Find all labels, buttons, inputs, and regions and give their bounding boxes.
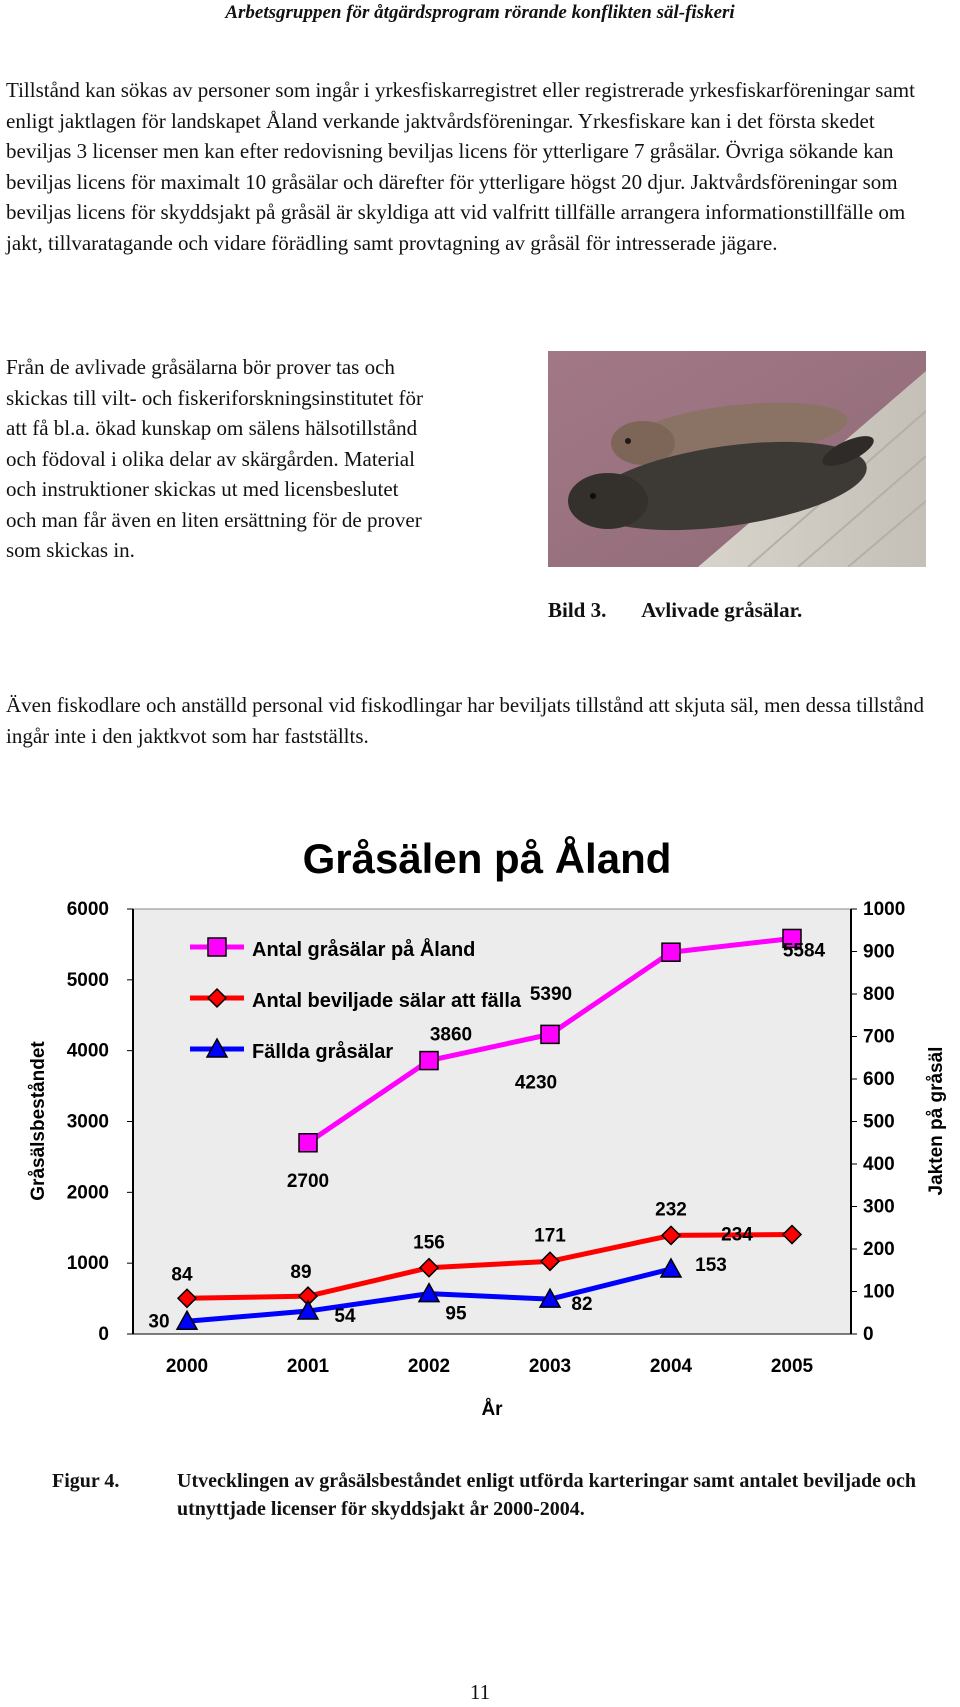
x-tick-label: 2004 [649, 1356, 693, 1377]
y-left-tick-label: 4000 [66, 1040, 109, 1062]
y-left-tick-label: 6000 [66, 899, 109, 920]
data-label: 171 [534, 1225, 566, 1247]
data-label: 4230 [514, 1072, 558, 1094]
photo-caption-text: Avlivade gråsälar. [641, 598, 803, 622]
series-1-point [662, 943, 680, 961]
paragraph-licenses: Tillstånd kan sökas av personer som ingår i yrkesfiskarregistret eller registrerade yrkesfiskarföreningar samt enligt jaktlagen för landskapet Åland verkande jaktvårdsföreningar. Yrkesfiskare kan i det första skedet beviljas 3 licenser men kan efter redovisning beviljas licens för ytterligare 7 gråsälar. Övriga sökande kan beviljas licens för maximalt 10 gråsälar och därefter för ytterligare högst 20 djur. Jaktvårdsföreningar som beviljas licens för skyddsjakt på gråsäl är skyldiga att vid valfritt tillfälle arrangera informationstillfälle om jakt, tillvaratagande och vidare förädling samt provtagning av gråsäl för intresserade jägare. [6, 78, 915, 255]
data-label: 3860 [429, 1024, 473, 1046]
photo-caption [548, 598, 802, 623]
data-label: 95 [445, 1303, 467, 1325]
data-label: 153 [695, 1254, 727, 1276]
data-label: 234 [721, 1224, 753, 1246]
y-right-tick-label: 500 [863, 1111, 895, 1133]
seal-photo [548, 351, 926, 567]
data-label: 5390 [529, 984, 573, 1006]
x-tick-label: 2000 [165, 1356, 209, 1377]
data-label: 89 [290, 1262, 312, 1284]
y-right-tick-label: 600 [863, 1069, 895, 1090]
legend-entry-f-llda-gr-s-lar: Fällda gråsälar [252, 1041, 394, 1063]
figure-label: Figur 4. [52, 1470, 120, 1492]
chart-title: Gråsälen på Åland [302, 835, 672, 882]
data-label: 156 [413, 1232, 445, 1254]
series-1-point [420, 1052, 438, 1070]
data-label: 84 [171, 1264, 193, 1286]
data-label: 82 [571, 1294, 593, 1316]
y-right-tick-label: 300 [863, 1196, 895, 1218]
legend-marker [208, 938, 226, 956]
y-right-tick-label: 100 [863, 1281, 895, 1303]
page-number: 11 [469, 1680, 491, 1704]
y-right-tick-label: 1000 [863, 899, 906, 920]
data-label: 30 [148, 1311, 170, 1333]
y-right-tick-label: 200 [863, 1239, 895, 1260]
page-header: Arbetsgruppen för åtgärdsprogram rörande konflikten säl-fiskeri [225, 2, 735, 23]
y-left-tick-label: 3000 [66, 1111, 109, 1133]
paragraph-samples: Från de avlivade gråsälarna bör prover tas och skickas till vilt- och fiskeriforskningsinstitutet för att få bl.a. ökad kunskap om sälens hälsotillstånd och födoval i olika delar av skärgården. Material och instruktioner skickas ut med licensbeslutet och man får även en liten ersättning för de prover som skickas in. [6, 355, 424, 562]
legend-entry-antal-beviljade-s-lar-att-f-lla: Antal beviljade sälar att fälla [252, 990, 521, 1012]
figure-caption: Utvecklingen av gråsälsbeståndet enligt utförda karteringar samt antalet beviljade och utnyttjade licenser för skyddsjakt år 2000-2004. [177, 1470, 917, 1520]
series-1-point [299, 1134, 317, 1152]
y-axis-left-label: Gråsälsbeståndet [28, 1041, 49, 1201]
data-label: 54 [334, 1306, 356, 1328]
x-tick-label: 2002 [407, 1356, 451, 1377]
y-left-tick-label: 2000 [66, 1182, 109, 1204]
y-right-tick-label: 800 [863, 984, 895, 1005]
y-right-tick-label: 700 [863, 1026, 895, 1048]
y-right-tick-label: 400 [863, 1154, 895, 1175]
y-left-tick-label: 1000 [66, 1253, 109, 1275]
y-right-tick-label: 0 [863, 1324, 874, 1345]
y-right-tick-label: 900 [863, 941, 895, 963]
x-tick-label: 2003 [528, 1356, 572, 1377]
x-axis-label: År [481, 1399, 503, 1420]
paragraph-fish-farmers: Även fiskodlare och anställd personal vid fiskodlingar har beviljats tillstånd att skjuta säl, men dessa tillstånd ingår inte i den jaktkvot som har fastställts. [6, 693, 924, 748]
series-1-point [541, 1025, 559, 1043]
x-tick-label: 2005 [770, 1356, 814, 1377]
legend-entry-antal-gr-s-lar-p-land: Antal gråsälar på Åland [252, 939, 476, 961]
photo-caption-label: Bild 3. [548, 598, 607, 622]
y-left-tick-label: 0 [98, 1324, 109, 1345]
grey-seal-chart [0, 820, 960, 1440]
plot-area [133, 909, 851, 1334]
data-label: 232 [655, 1199, 687, 1221]
data-label: 5584 [782, 940, 826, 962]
x-tick-label: 2001 [286, 1356, 330, 1377]
y-left-tick-label: 5000 [66, 969, 109, 991]
y-axis-right-label: Jakten på gråsäl [926, 1046, 947, 1196]
data-label: 2700 [286, 1170, 330, 1192]
